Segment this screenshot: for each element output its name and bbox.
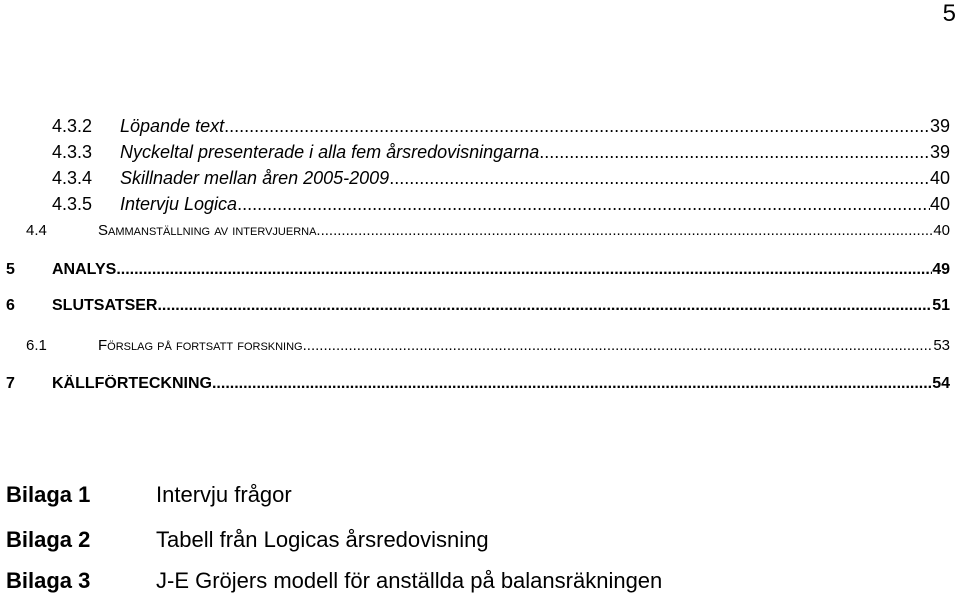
toc-title: Intervju Logica xyxy=(120,194,238,214)
toc-title: Skillnader mellan åren 2005-2009 xyxy=(120,168,390,188)
toc-number: 4.3.4 xyxy=(52,168,93,188)
toc-page: 39 xyxy=(929,142,950,162)
toc-leader xyxy=(316,222,933,239)
toc-entry-6[interactable] xyxy=(6,297,950,315)
appendix-label: Bilaga 1 xyxy=(6,482,91,507)
toc-title: SLUTSATSER xyxy=(52,297,158,314)
appendix-title: Tabell från Logicas årsredovisning xyxy=(156,527,489,552)
toc-entry-5[interactable] xyxy=(6,261,950,279)
toc-leader xyxy=(212,375,932,393)
toc-number: 6 xyxy=(6,297,15,314)
toc-entry-7[interactable] xyxy=(6,375,950,393)
toc-title: Nyckeltal presenterade i alla fem årsredovisningarna xyxy=(120,142,540,162)
toc-page: 54 xyxy=(932,375,950,392)
appendix-title: J-E Gröjers modell för anställda på balansräkningen xyxy=(156,568,663,593)
toc-number: 6.1 xyxy=(26,337,47,354)
toc-number: 4.4 xyxy=(26,222,47,239)
appendix-label: Bilaga 3 xyxy=(6,568,91,593)
toc-number: 5 xyxy=(6,261,15,278)
appendix-2 xyxy=(6,527,489,553)
toc-number: 7 xyxy=(6,375,15,392)
toc-leader xyxy=(224,116,930,137)
toc-title: Sammanställning av intervjuerna xyxy=(98,222,317,239)
toc-leader xyxy=(157,297,932,315)
toc-number: 4.3.5 xyxy=(52,194,93,214)
toc-leader xyxy=(116,261,932,279)
toc-page: 53 xyxy=(933,337,950,354)
toc-leader xyxy=(237,194,930,215)
toc-page: 40 xyxy=(933,222,950,239)
toc-entry-4-3-3[interactable] xyxy=(52,142,950,163)
toc-entry-4-3-5[interactable] xyxy=(52,194,950,215)
toc-number: 4.3.3 xyxy=(52,142,93,162)
toc-page: 51 xyxy=(932,297,950,314)
toc-page: 39 xyxy=(929,116,950,136)
toc-leader xyxy=(389,168,930,189)
toc-title: KÄLLFÖRTECKNING xyxy=(52,375,212,392)
toc-leader xyxy=(539,142,930,163)
toc-entry-6-1[interactable] xyxy=(26,337,950,354)
toc-page: 49 xyxy=(932,261,950,278)
toc-title: Förslag på fortsatt forskning xyxy=(98,337,303,354)
page-number: 5 xyxy=(942,0,956,27)
appendix-label: Bilaga 2 xyxy=(6,527,91,552)
appendix-3 xyxy=(6,568,662,594)
appendix-1 xyxy=(6,482,292,508)
toc-entry-4-4[interactable] xyxy=(26,222,950,239)
toc-entry-4-3-2[interactable] xyxy=(52,116,950,137)
toc-page: 40 xyxy=(929,168,950,188)
toc-page: 40 xyxy=(929,194,950,214)
toc-number: 4.3.2 xyxy=(52,116,93,136)
appendix-title: Intervju frågor xyxy=(156,482,292,507)
toc-title: Löpande text xyxy=(120,116,225,136)
toc-entry-4-3-4[interactable] xyxy=(52,168,950,189)
toc-title: ANALYS xyxy=(52,261,117,278)
toc-leader xyxy=(303,337,934,354)
